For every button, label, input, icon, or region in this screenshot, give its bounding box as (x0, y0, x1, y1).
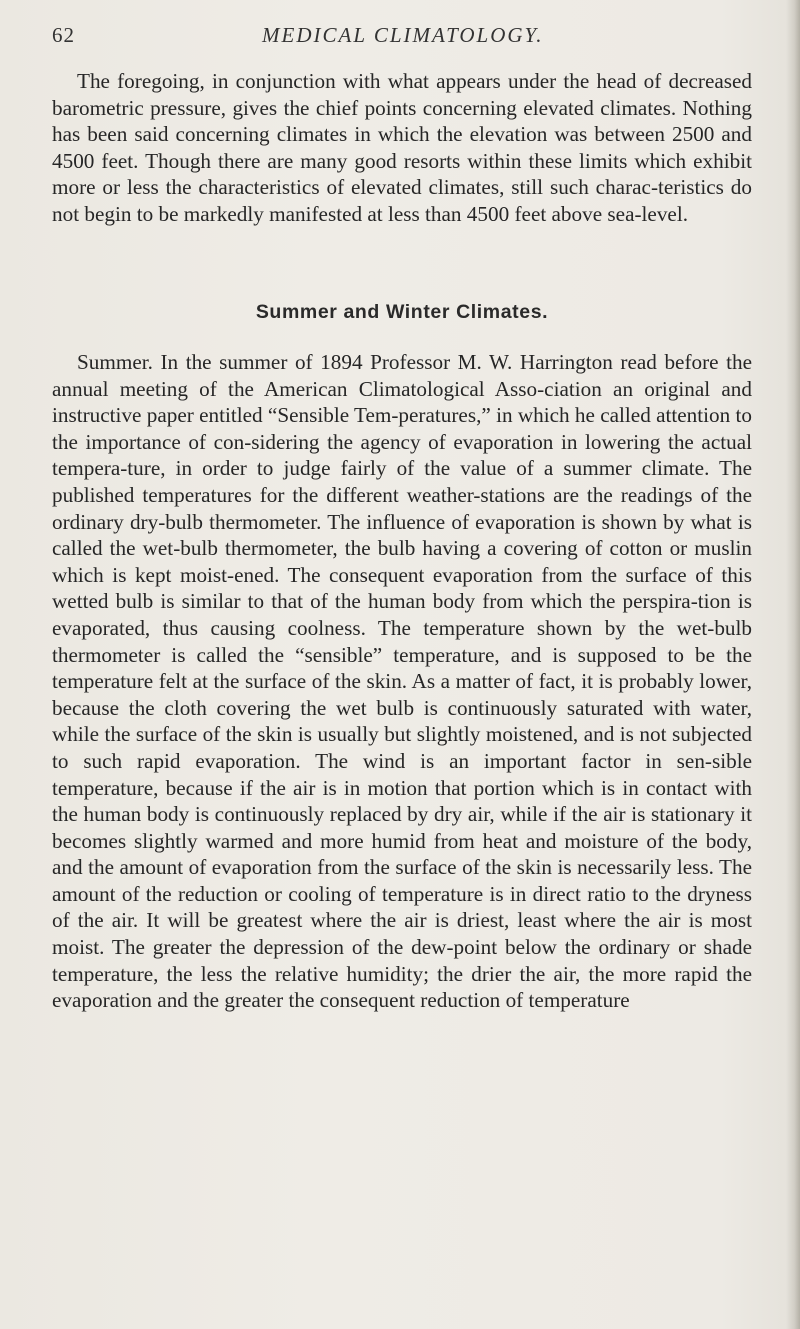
page-header (52, 23, 752, 49)
page-number: 62 (52, 23, 75, 47)
paragraph-summer: Summer. In the summer of 1894 Professor M. W. Harrington read before the annual meeting of the American Climatological Asso-ciation an original and instructive paper entitled “Sensible Tem-peratures,” in which he called attention to the importance of con-sidering the agency of evaporation in lowering the actual tempera-ture, in order to judge fairly of the value of a summer climate. The published temperatures for the different weather-stations are the readings of the ordinary dry-bulb thermometer. The influence of evaporation is shown by what is called the wet-bulb thermometer, the bulb having a covering of cotton or muslin which is kept moist-ened. The consequent evaporation from the surface of this wetted bulb is similar to that of the human body from which the perspira-tion is evaporated, thus causing coolness. The temperature shown by the wet-bulb thermometer is called the “sensible” temperature, and is supposed to be the temperature felt at the surface of the skin. As a matter of fact, it is probably lower, because the cloth covering the wet bulb is continuously saturated with water, while the surface of the skin is usually but slightly moistened, and is not subjected to such rapid evaporation. The wind is an important factor in sen-sible temperature, because if the air is in motion that portion which is in contact with the human body is continuously replaced by dry air, while if the air is stationary it becomes slightly warmed and more humid from heat and moisture of the body, and the amount of evaporation from the surface of the skin is necessarily less. The amount of the reduction or cooling of temperature is in direct ratio to the dryness of the air. It will be greatest where the air is driest, least where the air is most moist. The greater the depression of the dew-point below the ordinary or shade temperature, the less the relative humidity; the drier the air, the more rapid the evaporation and the greater the consequent reduction of temperature (52, 350, 753, 1013)
running-title: MEDICAL CLIMATOLOGY. (262, 23, 544, 47)
page-edge-shadow (786, 0, 800, 1329)
section-heading: Summer and Winter Climates. (255, 301, 549, 323)
paragraph-elevated-climates: The foregoing, in conjunction with what appears under the head of decreased barometric pressure, gives the chief points concerning elevated climates. Nothing has been said concerning climates in which the elevation was between 2500 and 4500 feet. Though there are many good resorts within these limits which exhibit more or less the characteristics of elevated climates, still such charac-teristics do not begin to be markedly manifested at less than 4500 feet above sea-level. (52, 69, 752, 226)
